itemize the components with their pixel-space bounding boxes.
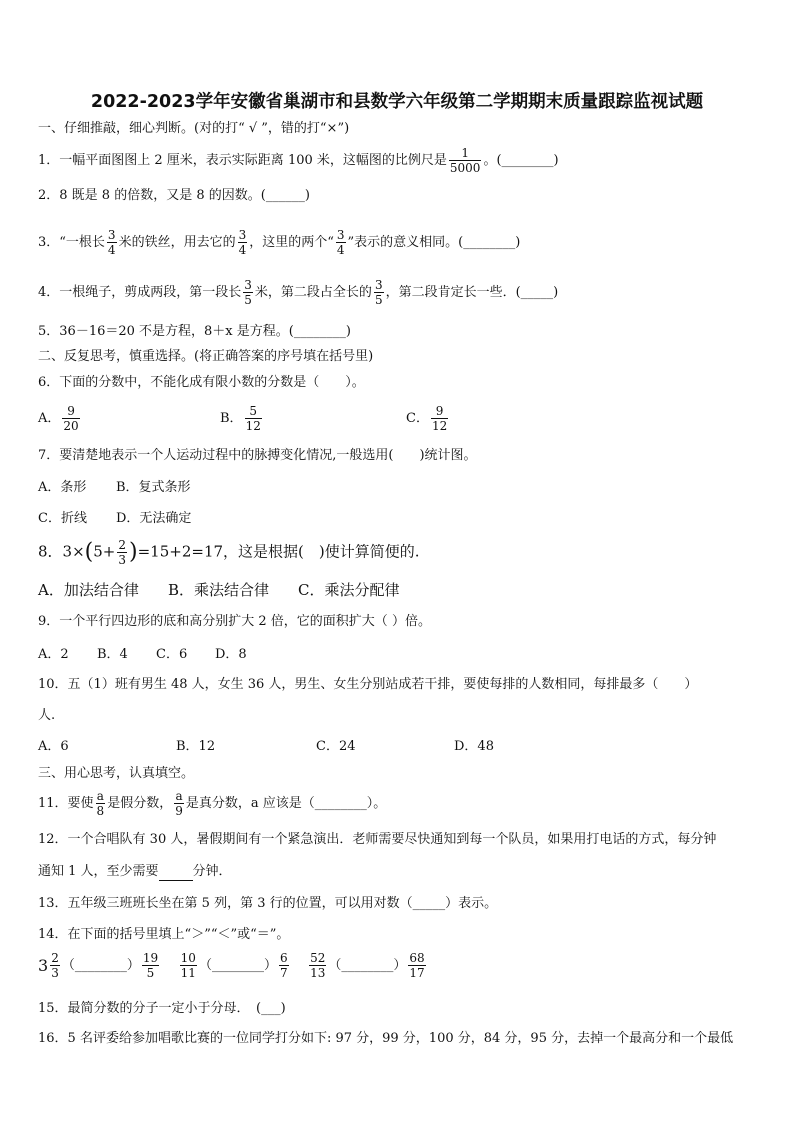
question-9: 9．一个平行四边形的底和高分别扩大 2 倍，它的面积扩大（ ）倍。 bbox=[38, 614, 431, 629]
option-a: A．加法结合律 bbox=[38, 581, 139, 599]
question-1-tail: 。(________) bbox=[483, 153, 559, 168]
question-6: 6．下面的分数中，不能化成有限小数的分数是（ ）。 bbox=[38, 375, 365, 390]
question-16: 16．5 名评委给参加唱歌比赛的一位同学打分如下: 97 分，99 分，100 分，84 分，95 分，去掉一个最高分和一个最低 bbox=[38, 1031, 734, 1046]
option-b: B．12 bbox=[176, 739, 216, 754]
question-10-options bbox=[38, 739, 494, 755]
question-10: 10．五（1）班有男生 48 人，女生 36 人，男生、女生分别站成若干排，要使每排的人数相同，每排最多（ ） bbox=[38, 677, 698, 692]
question-7-options-ab bbox=[38, 480, 191, 496]
option-b: B．4 bbox=[97, 647, 128, 662]
answer-blank bbox=[159, 864, 193, 881]
comparison-blank: （________） bbox=[198, 958, 277, 973]
option-d: D．48 bbox=[454, 739, 494, 754]
question-12-line-1: 12．一个合唱队有 30 人，暑假期间有一个紧急演出．老师需要尽快通知到每一个队员，如果用打电话的方式，每分钟 bbox=[38, 832, 717, 847]
option-c: C．24 bbox=[316, 739, 356, 754]
question-8: 8．3×(5+ $\frac{2}{3}$ )=15+2=17，这是根据( )使计算简便的. bbox=[38, 538, 420, 567]
question-13: 13．五年级三班班长坐在第 5 列，第 3 行的位置，可以用对数（_____）表示。 bbox=[38, 896, 498, 911]
fraction: $\frac{3}{4}$ bbox=[336, 228, 345, 257]
section-heading-2: 二、反复思考，慎重选择。(将正确答案的序号填在括号里) bbox=[38, 349, 374, 364]
option-c: C．6 bbox=[156, 647, 188, 662]
question-11: 11．要使 $\frac{a}{8}$ 是假分数， $\frac{a}{9}$ 是真分数，a 应该是（________）。 bbox=[38, 789, 387, 818]
fraction: $\frac{1}{5000}$ bbox=[449, 146, 481, 175]
option-b: B． $\frac{5}{12}$ bbox=[220, 404, 261, 433]
option-a: A．条形 bbox=[38, 480, 87, 495]
question-5: 5．36－16＝20 不是方程，8＋x 是方程。(________) bbox=[38, 324, 351, 339]
option-c: C．乘法分配律 bbox=[298, 581, 400, 599]
question-14: 14．在下面的括号里填上“＞”“＜”或“＝”。 bbox=[38, 927, 290, 942]
option-c: C． $\frac{9}{12}$ bbox=[406, 404, 448, 433]
question-12-line-2: 通知 1 人，至少需要 分钟． bbox=[38, 864, 232, 879]
question-6-options bbox=[38, 404, 450, 433]
comparison-blank: （________） bbox=[61, 958, 140, 973]
question-9-options bbox=[38, 647, 247, 663]
question-14-comparisons: 3 $\frac{2}{3}$ （________） $\frac{19}{5}$ $\frac{10}{11}$ （________） $\frac{6}{7}$ $\frac{52}{13}$ （________） $\frac{68}{17}$ bbox=[38, 951, 425, 980]
option-a: A． $\frac{9}{20}$ bbox=[38, 404, 79, 433]
question-2: 2．8 既是 8 的倍数，又是 8 的因数。(______) bbox=[38, 188, 310, 203]
page-title: 2022-2023学年安徽省巢湖市和县数学六年级第二学期期末质量跟踪监视试题 bbox=[90, 92, 704, 112]
question-8-options bbox=[38, 581, 399, 599]
fraction: $\frac{3}{4}$ bbox=[238, 228, 247, 257]
question-1-text: 1．一幅平面图图上 2 厘米，表示实际距离 100 米，这幅图的比例尺是 bbox=[38, 153, 447, 168]
option-a: A．2 bbox=[38, 647, 69, 662]
fraction: $\frac{3}{5}$ bbox=[374, 278, 383, 307]
fraction: $\frac{3}{5}$ bbox=[244, 278, 252, 307]
section-heading-1: 一、仔细推敲，细心判断。(对的打“ √ ”，错的打“×”) bbox=[38, 121, 350, 136]
question-15: 15．最简分数的分子一定小于分母． (___) bbox=[38, 1001, 286, 1016]
option-b: B．复式条形 bbox=[116, 480, 191, 495]
question-4: 4．一根绳子，剪成两段，第一段长 $\frac{3}{5}$ 米，第二段占全长的 $\frac{3}{5}$ ，第二段肯定长一些．(_____) bbox=[38, 278, 559, 307]
option-d: D．8 bbox=[215, 647, 247, 662]
option-a: A．6 bbox=[38, 739, 69, 754]
option-b: B．乘法结合律 bbox=[168, 581, 270, 599]
question-10-cont: 人. bbox=[38, 708, 56, 723]
option-d: D．无法确定 bbox=[116, 511, 192, 526]
question-7-options-cd bbox=[38, 511, 191, 527]
comparison-blank: （________） bbox=[328, 958, 407, 973]
fraction: $\frac{3}{4}$ bbox=[107, 228, 116, 257]
question-1 bbox=[38, 146, 559, 175]
question-3: 3．“一根长 $\frac{3}{4}$ 米的铁丝，用去它的 $\frac{3}{4}$ ，这里的两个“ $\frac{3}{4}$ ”表示的意义相同。(________) bbox=[38, 228, 521, 257]
section-heading-3: 三、用心思考，认真填空。 bbox=[38, 766, 195, 781]
question-7: 7．要清楚地表示一个人运动过程中的脉搏变化情况,一般选用( )统计图。 bbox=[38, 448, 477, 463]
option-c: C．折线 bbox=[38, 511, 87, 526]
